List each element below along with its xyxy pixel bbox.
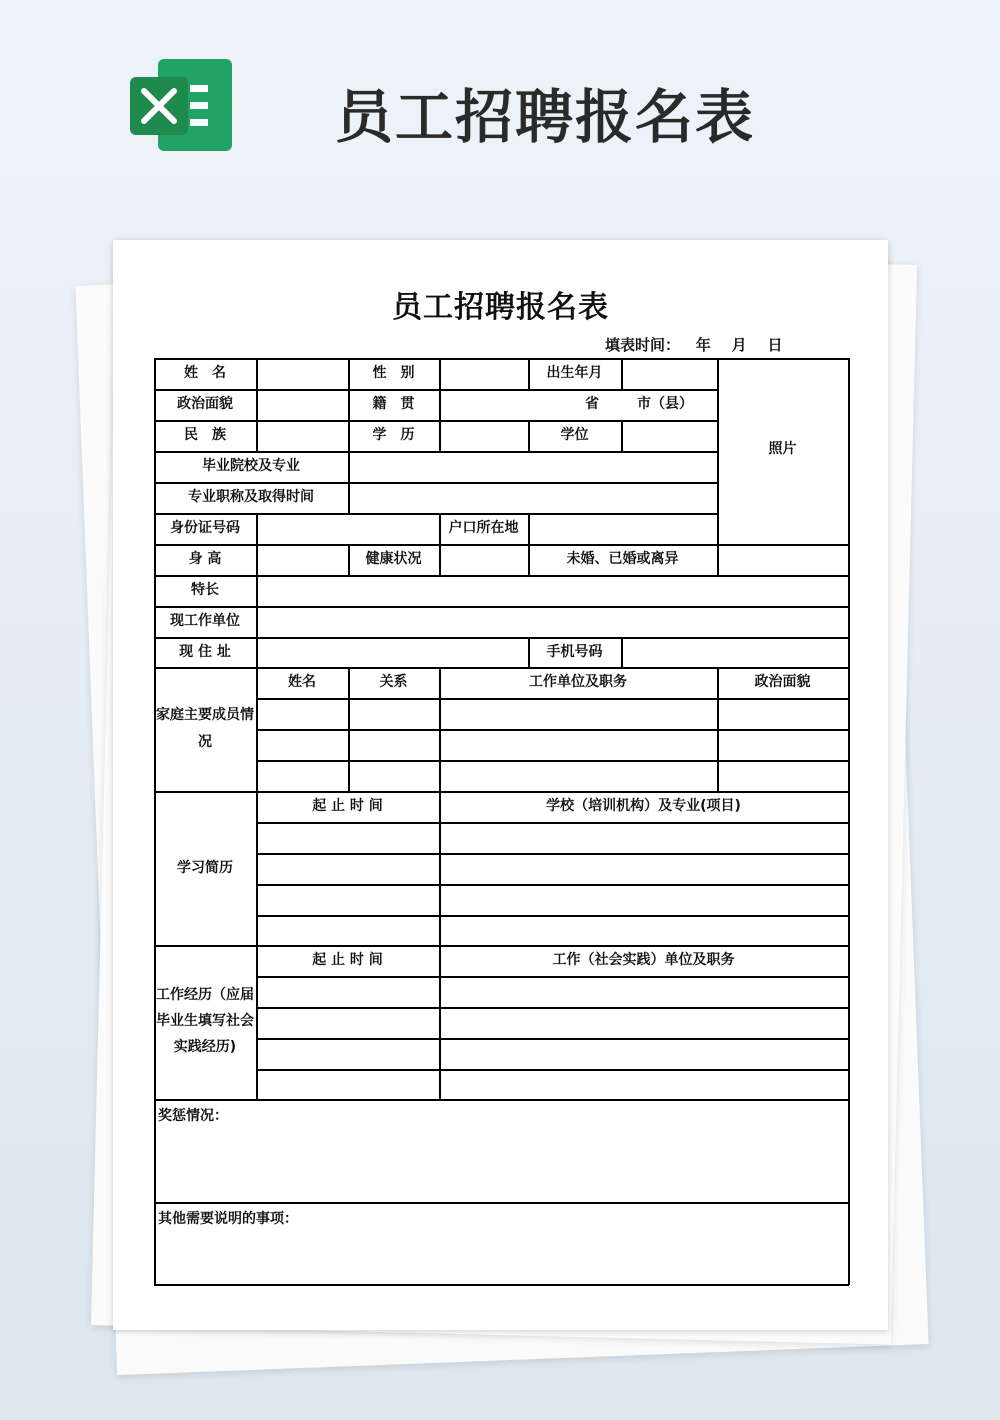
form-sheet [113, 240, 888, 1330]
phone-field[interactable] [621, 637, 848, 667]
label-marital: 未婚、已婚或离异 [566, 551, 679, 568]
political-field[interactable] [256, 389, 348, 420]
degree-field[interactable] [621, 420, 717, 451]
school-major-field[interactable] [348, 451, 717, 482]
form-table [113, 240, 888, 1330]
work-col-employer: 工作（社会实践）单位及职务 [552, 952, 735, 969]
hukou-field[interactable] [528, 513, 717, 544]
form-title: 员工招聘报名表 [392, 290, 609, 325]
label-other: 其他需要说明的事项： [158, 1211, 298, 1227]
label-photo: 照片 [768, 441, 797, 457]
specialty-field[interactable] [256, 575, 848, 606]
label-ethnicity: 民 族 [184, 427, 226, 444]
label-current-employer: 现工作单位 [170, 613, 240, 630]
name-field[interactable] [256, 358, 348, 389]
label-province: 省 [585, 396, 599, 413]
label-political: 政治面貌 [177, 396, 233, 413]
current-employer-field[interactable] [256, 606, 848, 637]
label-family: 家庭主要成员情况 [156, 707, 254, 750]
label-phone: 手机号码 [546, 643, 603, 660]
label-school-major: 毕业院校及专业 [202, 458, 300, 475]
label-address: 现 住 址 [179, 643, 231, 660]
id-number-field[interactable] [256, 513, 439, 544]
label-health: 健康状况 [365, 551, 422, 568]
birth-field[interactable] [621, 358, 717, 389]
family-col-political: 政治面貌 [754, 674, 811, 691]
label-city: 市（县） [637, 396, 693, 413]
fill-date-year: 年 [695, 336, 711, 354]
label-native: 籍 贯 [372, 396, 415, 413]
education-field[interactable] [439, 420, 528, 451]
height-field[interactable] [256, 544, 348, 575]
label-gender: 性 别 [372, 365, 415, 382]
label-title-time: 专业职称及取得时间 [188, 489, 314, 506]
fill-date-month: 月 [731, 336, 747, 354]
excel-spreadsheet-icon [130, 57, 234, 153]
marital-field[interactable] [717, 544, 848, 575]
label-work: 工作经历（应届毕业生填写社会实践经历) [156, 987, 254, 1055]
label-id-number: 身份证号码 [170, 520, 240, 537]
label-hukou: 户口所在地 [448, 520, 519, 537]
fill-date-label: 填表时间： [605, 336, 681, 354]
family-col-name: 姓名 [288, 674, 316, 691]
title-time-field[interactable] [348, 482, 717, 513]
address-field[interactable] [256, 637, 528, 667]
fill-date-day: 日 [767, 336, 783, 354]
label-birth: 出生年月 [546, 365, 603, 382]
label-specialty: 特长 [191, 582, 219, 599]
ethnicity-field[interactable] [256, 420, 348, 451]
study-col-period: 起 止 时 间 [312, 798, 383, 815]
family-col-employer: 工作单位及职务 [529, 674, 627, 691]
page-title: 员工招聘报名表 [335, 83, 756, 151]
label-awards: 奖惩情况： [158, 1108, 228, 1124]
family-col-relation: 关系 [379, 674, 408, 691]
label-degree: 学位 [560, 427, 589, 444]
label-study: 学习简历 [177, 859, 233, 876]
label-name: 姓 名 [184, 365, 226, 382]
study-col-school: 学校（培训机构）及专业(项目) [546, 798, 741, 815]
health-field[interactable] [439, 544, 528, 575]
label-education: 学 历 [372, 427, 415, 444]
gender-field[interactable] [439, 358, 528, 389]
work-col-period: 起 止 时 间 [312, 952, 383, 969]
label-height: 身 高 [188, 551, 222, 568]
